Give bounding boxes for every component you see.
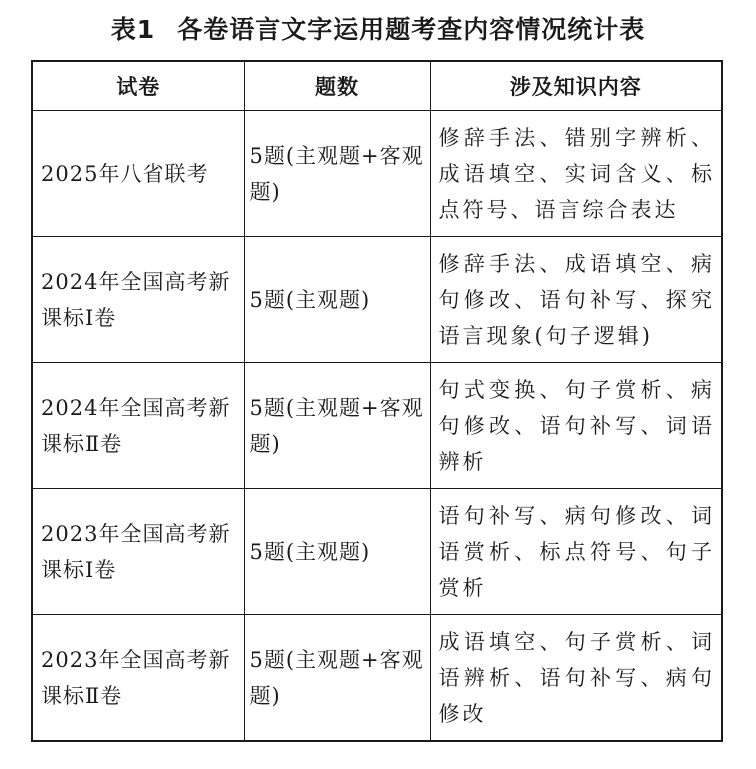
paper-text: 2024年全国高考新课标Ⅱ卷 bbox=[41, 395, 231, 456]
paper-cell bbox=[32, 489, 244, 615]
count-text: 5题(主观题) bbox=[249, 287, 371, 312]
content-text: 修辞手法、成语填空、病句修改、语句补写、探究语言现象(句子逻辑) bbox=[438, 251, 715, 348]
count-text: 5题(主观题+客观题) bbox=[249, 143, 424, 204]
content-text: 成语填空、句子赏析、词语辨析、语句补写、病句修改 bbox=[438, 629, 715, 726]
count-text: 5题(主观题) bbox=[249, 539, 371, 564]
table-row bbox=[32, 615, 722, 742]
count-text: 5题(主观题+客观题) bbox=[249, 395, 424, 456]
table-number: 表1 bbox=[110, 15, 156, 44]
content-cell bbox=[430, 111, 722, 237]
table-row bbox=[32, 489, 722, 615]
content-text: 修辞手法、错别字辨析、成语填空、实词含义、标点符号、语言综合表达 bbox=[438, 125, 715, 222]
content-cell bbox=[430, 237, 722, 363]
count-cell bbox=[244, 615, 430, 742]
paper-cell bbox=[32, 111, 244, 237]
content-cell bbox=[430, 489, 722, 615]
content-text: 语句补写、病句修改、词语赏析、标点符号、句子赏析 bbox=[438, 503, 715, 600]
count-cell bbox=[244, 111, 430, 237]
table-title: 各卷语言文字运用题考查内容情况统计表 bbox=[177, 15, 646, 44]
content-cell bbox=[430, 363, 722, 489]
table-row bbox=[32, 363, 722, 489]
content-cell bbox=[430, 615, 722, 742]
paper-cell bbox=[32, 237, 244, 363]
paper-text: 2023年全国高考新课标Ⅱ卷 bbox=[41, 647, 231, 708]
content-text: 句式变换、句子赏析、病句修改、语句补写、词语辨析 bbox=[438, 377, 715, 474]
table-row bbox=[32, 111, 722, 237]
count-cell bbox=[244, 363, 430, 489]
paper-cell bbox=[32, 615, 244, 742]
paper-text: 2025年八省联考 bbox=[41, 161, 209, 186]
header-row bbox=[32, 61, 722, 111]
paper-text: 2023年全国高考新课标Ⅰ卷 bbox=[41, 521, 231, 582]
header-content: 涉及知识内容 bbox=[430, 61, 722, 111]
paper-text: 2024年全国高考新课标Ⅰ卷 bbox=[41, 269, 231, 330]
count-text: 5题(主观题+客观题) bbox=[249, 647, 424, 708]
statistics-table bbox=[31, 60, 723, 742]
paper-cell bbox=[32, 363, 244, 489]
table-row bbox=[32, 237, 722, 363]
count-cell bbox=[244, 237, 430, 363]
header-paper: 试卷 bbox=[32, 61, 244, 111]
table-caption bbox=[0, 10, 756, 50]
header-count: 题数 bbox=[244, 61, 430, 111]
count-cell bbox=[244, 489, 430, 615]
